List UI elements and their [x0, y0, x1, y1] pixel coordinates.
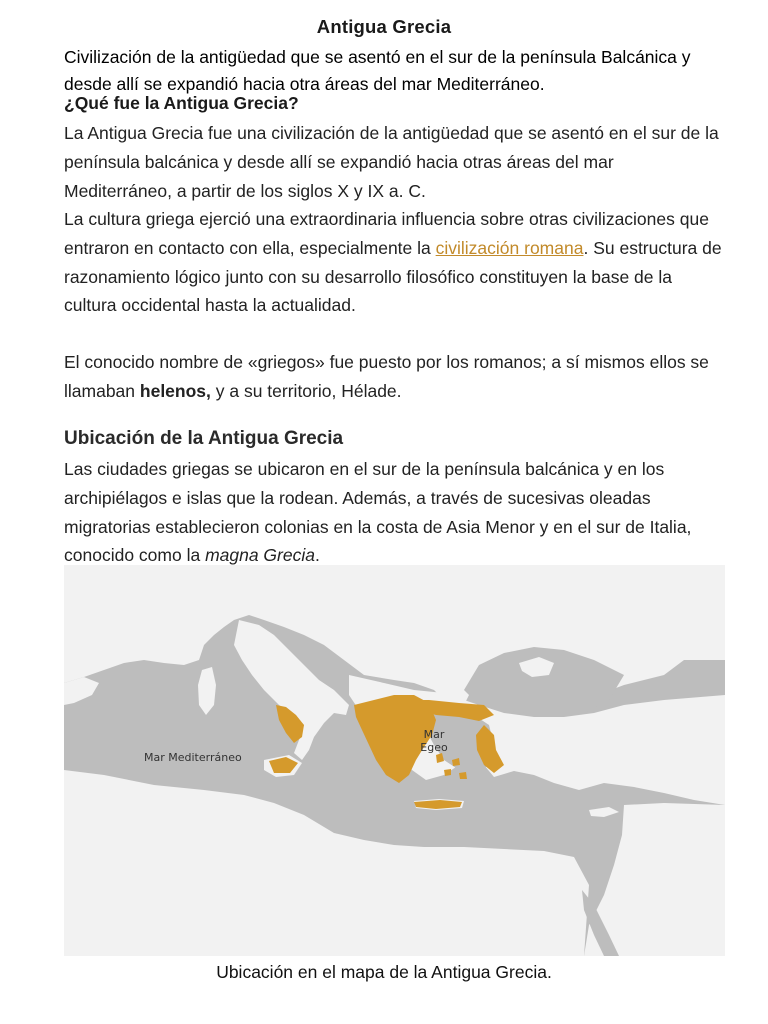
label-mar-mediterraneo: Mar Mediterráneo [144, 751, 242, 764]
paragraph-location-text [64, 455, 724, 570]
paragraph-influence-text [64, 205, 724, 320]
paragraph-names-after-bold: y a su territorio, Hélade. [210, 380, 402, 401]
paragraph-names [64, 348, 724, 406]
map-caption: Ubicación en el mapa de la Antigua Grecia. [216, 962, 552, 982]
paragraph-influence-before-link: La cultura griega ejerció una extraordinaria influencia sobre otras civilizaciones que entraron en contacto con ella, especialmente la [64, 209, 709, 258]
paragraph-names-text [64, 348, 724, 406]
paragraph-definition [64, 119, 724, 205]
paragraph-location [64, 455, 724, 570]
helenos-term: helenos, [139, 380, 211, 401]
section-heading-ubicacion: Ubicación de la Antigua Grecia [64, 428, 344, 449]
intro-summary: Civilización de la antigüedad que se asentó en el sur de la península Balcánica y desde allí se expandió hacia otra áreas del mar Mediterráneo. [64, 47, 691, 94]
page-title: Antigua Grecia [316, 16, 452, 37]
ancient-greece-map [64, 565, 725, 956]
paragraph-location-before-italic: Las ciudades griegas se ubicaron en el sur de la península balcánica y en los archipiélagos e islas que la rodean. Además, a través de sucesivas oleadas migratorias establecieron colonias en la costa de Asia Menor y en el sur de Italia, conocido como la [64, 459, 692, 566]
paragraph-influence-after-link: . Su estructura de razonamiento lógico junto con su desarrollo filosófico constituyen la base de la cultura occidental hasta la actualidad. [64, 237, 722, 316]
label-mar-egeo [419, 728, 449, 754]
paragraph-names-before-bold: El conocido nombre de «griegos» fue puesto por los romanos; a sí mismos ellos se llamaban [64, 352, 709, 401]
label-mar-egeo-line2: Egeo [420, 741, 448, 754]
magna-grecia-term: magna Grecia [205, 545, 315, 566]
paragraph-location-after-italic: . [314, 545, 320, 566]
civilizacion-romana-link[interactable]: civilización romana [435, 237, 584, 258]
paragraph-definition-text: La Antigua Grecia fue una civilización de la antigüedad que se asentó en el sur de la península balcánica y desde allí se expandió hacia otras áreas del mar Mediterráneo, a partir de los siglos X y IX a. C. [64, 123, 719, 201]
paragraph-influence [64, 205, 724, 320]
label-mar-egeo-line1: Mar [423, 728, 445, 741]
question-heading: ¿Qué fue la Antigua Grecia? [64, 93, 299, 113]
